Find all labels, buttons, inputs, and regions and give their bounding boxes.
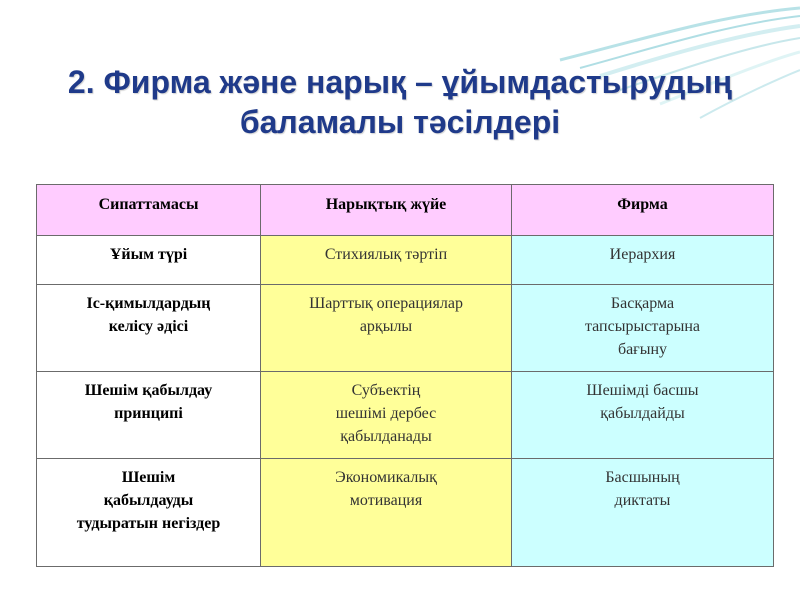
- firm-cell: Басқарма тапсырыстарына бағыну: [512, 285, 774, 372]
- firm-cell: Басшының диктаты: [512, 459, 774, 567]
- comparison-table: [36, 184, 774, 567]
- market-cell: Стихиялық тәртіп: [261, 236, 512, 285]
- feature-cell: Шешім қабылдауды тудыратын негіздер: [37, 459, 261, 567]
- slide-title-line2: баламалы тәсілдері: [239, 104, 561, 140]
- feature-cell: Шешім қабылдау принципі: [37, 372, 261, 459]
- header-firm: Фирма: [512, 185, 774, 236]
- table-row: [37, 372, 774, 459]
- firm-cell: Шешімді басшы қабылдайды: [512, 372, 774, 459]
- market-cell: Субъектің шешімі дербес қабылданады: [261, 372, 512, 459]
- market-cell: Шарттық операциялар арқылы: [261, 285, 512, 372]
- market-cell: Экономикалық мотивация: [261, 459, 512, 567]
- table-row: [37, 459, 774, 567]
- header-market-system: Нарықтық жүйе: [261, 185, 512, 236]
- feature-cell: Іс-қимылдардың келісу әдісі: [37, 285, 261, 372]
- header-characteristic: Сипаттамасы: [37, 185, 261, 236]
- slide-title: [0, 62, 800, 142]
- table-row: [37, 236, 774, 285]
- table-header-row: [37, 185, 774, 236]
- table-row: [37, 285, 774, 372]
- feature-cell: Ұйым түрі: [37, 236, 261, 285]
- firm-cell: Иерархия: [512, 236, 774, 285]
- slide-title-line1: 2. Фирма және нарық – ұйымдастырудың: [67, 64, 733, 100]
